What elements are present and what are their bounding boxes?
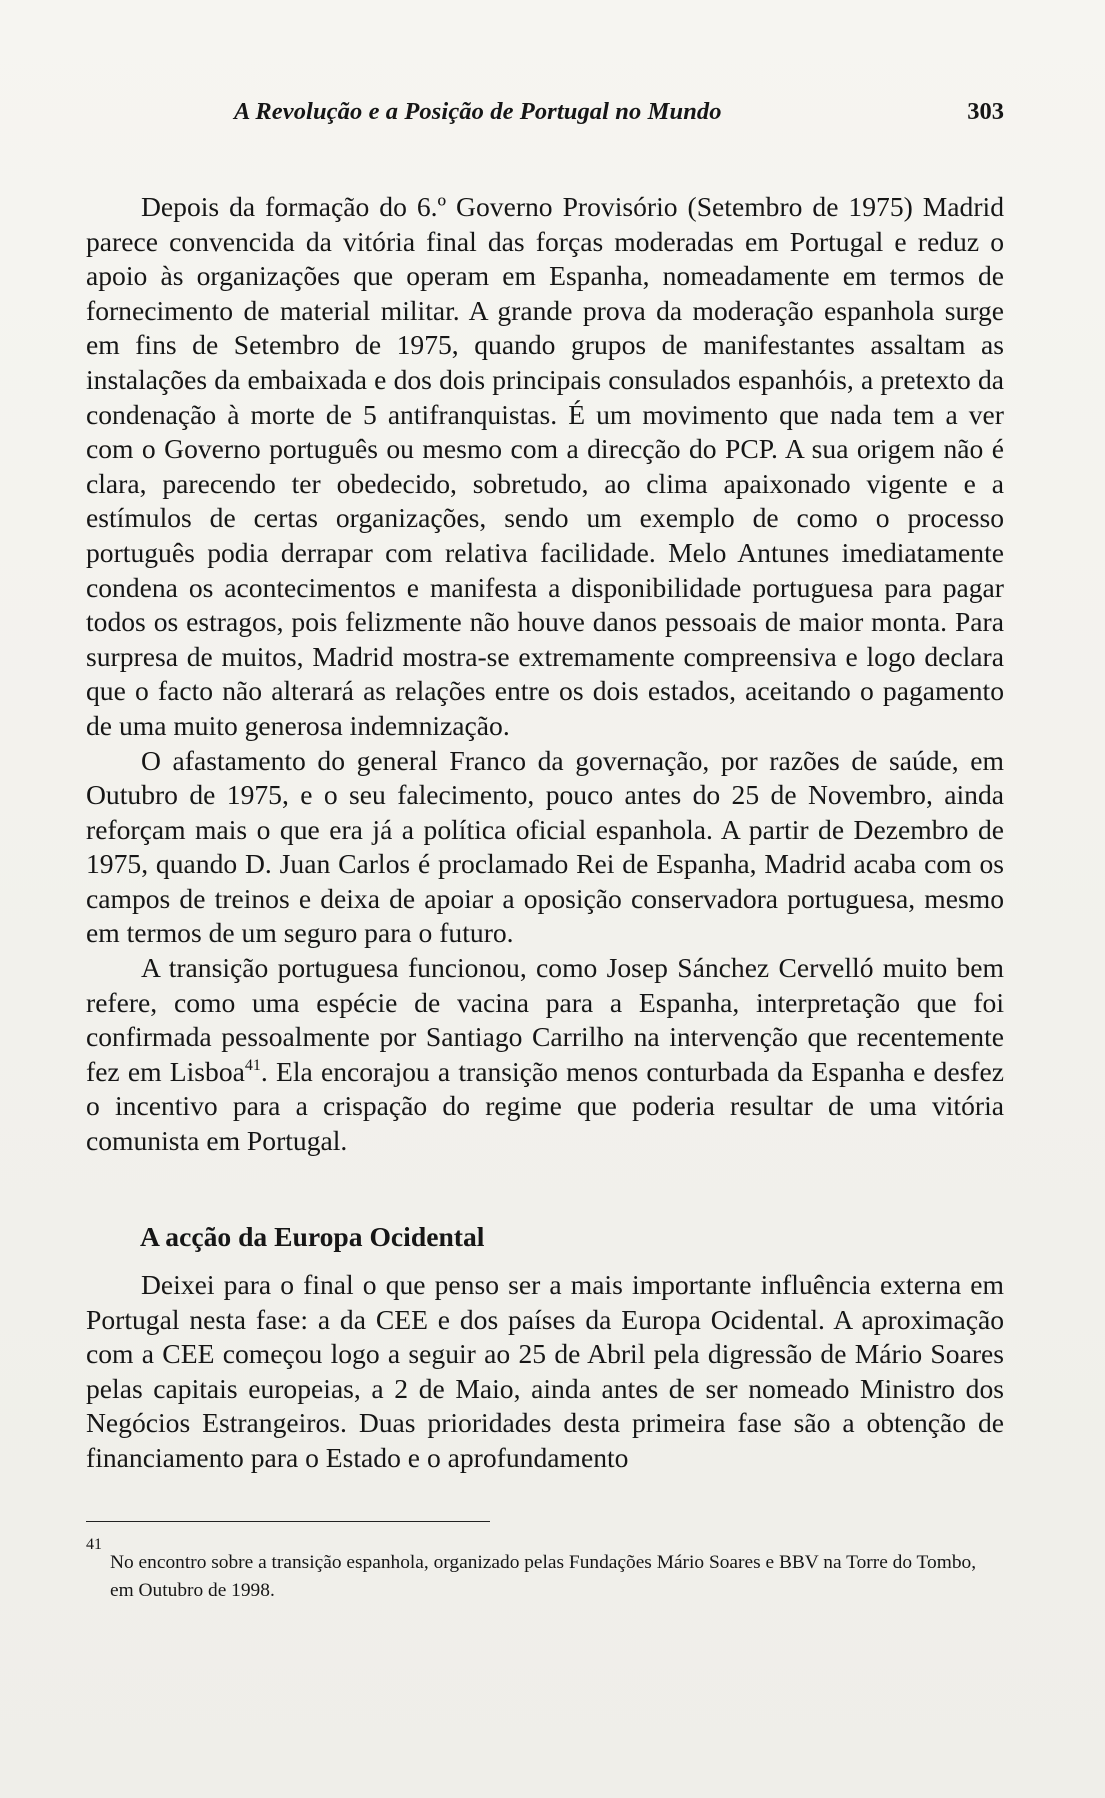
footnote-divider xyxy=(86,1521,490,1522)
page-number: 303 xyxy=(967,98,1004,125)
paragraph-text: . Ela encorajou a transição menos conturbada da Espanha e desfez o incentivo para a crispação do regime que poderia resultar de uma vitória comunista em Portugal. xyxy=(86,1055,1004,1157)
footnote-reference[interactable]: 41 xyxy=(244,1056,261,1074)
footnote xyxy=(86,1531,1004,1605)
footnote-mark: 41 xyxy=(86,1536,102,1553)
main-text xyxy=(86,190,1004,1159)
paragraph: Deixei para o final o que penso ser a mais importante influência externa em Portugal nesta fase: a da CEE e dos países da Europa Ocidental. A aproximação com a CEE começou logo a seguir ao 25 de Abril pela digressão de Mário Soares pelas capitais europeias, a 2 de Maio, ainda antes de ser nomeado Ministro dos Negócios Estrangeiros. Duas prioridades desta primeira fase são a obtenção de financiamento para o Estado e o aprofundamento xyxy=(86,1269,1004,1473)
main-text-continued xyxy=(86,1268,1004,1476)
paragraph: O afastamento do general Franco da governação, por razões de saúde, em Outubro de 1975, e o seu falecimento, pouco antes do 25 de Novembro, ainda reforçam mais o que era já a política oficial espanhola. A partir de Dezembro de 1975, quando D. Juan Carlos é proclamado Rei de Espanha, Madrid acaba com os campos de treinos e deixa de apoiar a oposição conservadora portuguesa, mesmo em termos de um seguro para o futuro. xyxy=(86,744,1004,949)
section-heading: A acção da Europa Ocidental xyxy=(140,1221,485,1252)
footnote-text: No encontro sobre a transição espanhola, organizado pelas Fundações Mário Soares e BBV na Torre do Tombo, em Outubro de 1998. xyxy=(110,1552,977,1601)
paragraph: Depois da formação do 6.º Governo Provisório (Setembro de 1975) Madrid parece convencida da vitória final das forças moderadas em Portugal e reduz o apoio às organizações que operam em Espanha, nomeadamente em termos de fornecimento de material militar. A grande prova da moderação espanhola surge em fins de Setembro de 1975, quando grupos de manifestantes assaltam as instalações da embaixada e dos dois principais consulados espanhóis, a pretexto da condenação à morte de 5 antifranquistas. É um movimento que nada tem a ver com o Governo português ou mesmo com a direcção do PCP. A sua origem não é clara, parecendo ter obedecido, sobretudo, ao clima apaixonado vigente e a estímulos de certas organizações, sendo um exemplo de como o processo português podia derrapar com relativa facilidade. Melo Antunes imediatamente condena os acontecimentos e manifesta a disponibilidade portuguesa para pagar todos os estragos, pois felizmente não houve danos pessoais de maior monta. Para surpresa de muitos, Madrid mostra-se extremamente compreensiva e logo declara que o facto não alterará as relações entre os dois estados, aceitando o pagamento de uma muito generosa indemnização. xyxy=(86,191,1004,741)
running-header xyxy=(88,98,1004,138)
running-title: A Revolução e a Posição de Portugal no Mundo xyxy=(234,98,722,125)
paragraph-text: A transição portuguesa funcionou, como Josep Sánchez Cervelló muito bem refere, como uma espécie de vacina para a Espanha, interpretação que foi confirmada pessoalmente por Santiago Carrilho na intervenção que recentemente fez em Lisboa xyxy=(86,952,1004,1087)
paragraph xyxy=(86,951,1004,1159)
